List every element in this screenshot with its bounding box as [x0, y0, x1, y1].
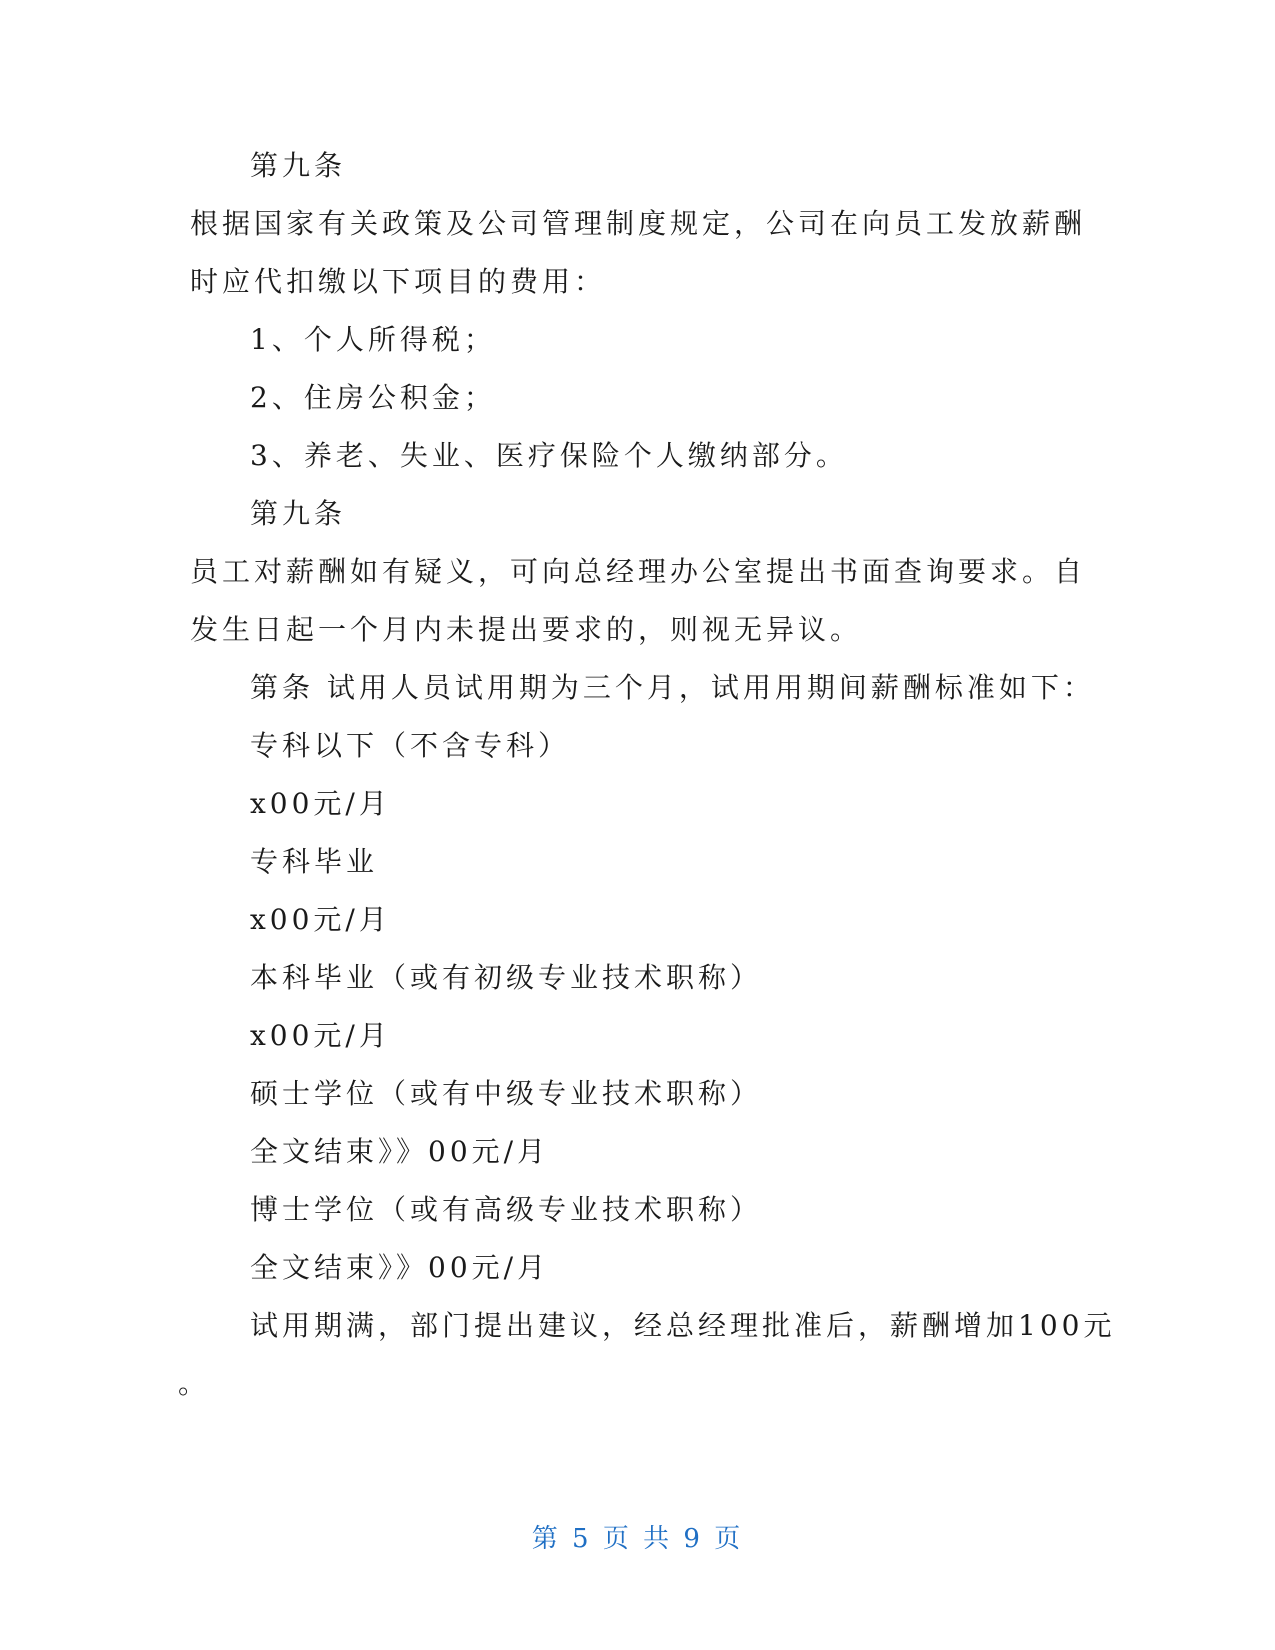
salary-category: 博士学位（或有高级专业技术职称）	[250, 1193, 763, 1226]
salary-category: 专科以下（不含专科）	[250, 729, 571, 762]
list-item: 2、住房公积金；	[250, 381, 496, 414]
paragraph-line: 时应代扣缴以下项目的费用：	[190, 265, 607, 298]
salary-amount: x00元/月	[250, 787, 391, 820]
list-item: 1、个人所得税；	[250, 323, 496, 356]
paragraph-line: 员工对薪酬如有疑义，可向总经理办公室提出书面查询要求。自	[190, 555, 1087, 588]
paragraph-line: 发生日起一个月内未提出要求的，则视无异议。	[190, 613, 863, 646]
paragraph-line: 根据国家有关政策及公司管理制度规定，公司在向员工发放薪酬	[190, 207, 1087, 240]
salary-category: 专科毕业	[250, 845, 379, 878]
page-number-footer: 第 5 页 共 9 页	[531, 1524, 744, 1554]
list-item: 3、养老、失业、医疗保险个人缴纳部分。	[250, 439, 848, 472]
paragraph-line: 。	[178, 1367, 211, 1400]
paragraph-line: 第条 试用人员试用期为三个月，试用用期间薪酬标准如下：	[250, 671, 1095, 704]
salary-amount: 全文结束》》00元/月	[250, 1135, 550, 1168]
salary-category: 硕士学位（或有中级专业技术职称）	[250, 1077, 763, 1110]
article-heading: 第九条	[250, 149, 347, 182]
paragraph-line: 试用期满，部门提出建议，经总经理批准后，薪酬增加100元	[250, 1309, 1116, 1342]
salary-amount: x00元/月	[250, 903, 391, 936]
salary-category: 本科毕业（或有初级专业技术职称）	[250, 961, 763, 994]
salary-amount: 全文结束》》00元/月	[250, 1251, 550, 1284]
article-heading: 第九条	[250, 497, 347, 530]
salary-amount: x00元/月	[250, 1019, 391, 1052]
